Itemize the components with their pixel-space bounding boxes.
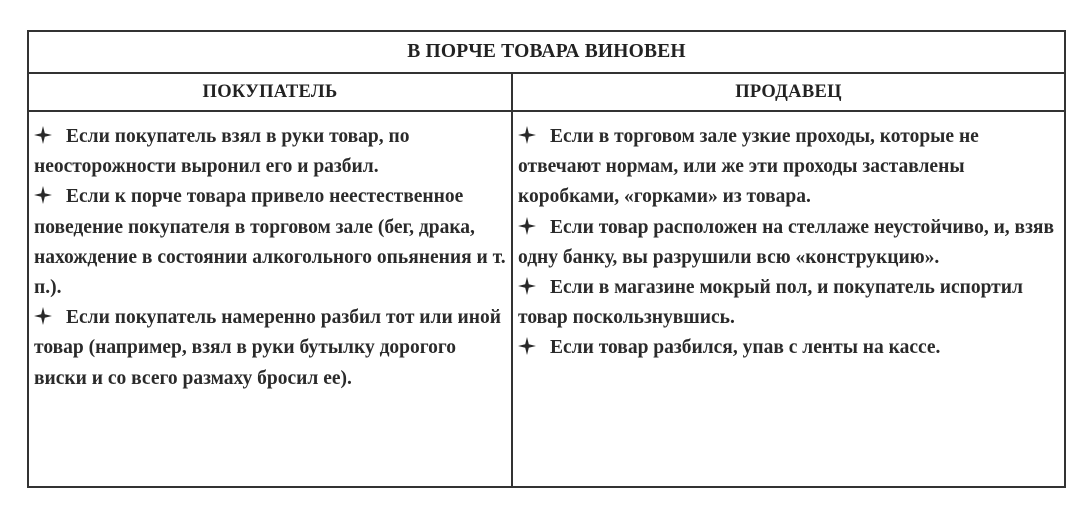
seller-case-text: Если в магазине мокрый пол, и покупатель испортил товар поскользнувшись. [518, 277, 1023, 329]
four-point-star-icon [34, 186, 52, 204]
four-point-star-icon [518, 337, 536, 355]
buyer-case-text: Если покупатель взял в руки товар, по неосторожности выронил его и разбил. [34, 126, 410, 178]
list-item [34, 122, 507, 182]
list-item [518, 273, 1060, 333]
seller-cases-cell [513, 112, 1064, 486]
seller-case-text: Если товар расположен на стеллаже неустойчиво, и, взяв одну банку, вы разрушили всю «конструкцию». [518, 216, 1055, 268]
seller-case-text: Если товар разбился, упав с ленты на кассе. [550, 337, 941, 359]
list-item [34, 303, 507, 394]
buyer-case-text: Если покупатель намеренно разбил тот или иной товар (например, взял в руки бутылку дорогого виски и со всего размаху бросил ее). [34, 307, 502, 389]
list-item [518, 213, 1060, 273]
column-header-seller: ПРОДАВЕЦ [513, 74, 1064, 112]
column-header-buyer: ПОКУПАТЕЛЬ [29, 74, 513, 112]
buyer-case-text: Если к порче товара привело неестественное поведение покупателя в торговом зале (бег, драка, нахождение в состоянии алкогольного опьянения и т. п.). [34, 186, 506, 299]
list-item [34, 182, 507, 303]
four-point-star-icon [34, 126, 52, 144]
four-point-star-icon [518, 217, 536, 235]
four-point-star-icon [518, 277, 536, 295]
seller-case-text: Если в торговом зале узкие проходы, которые не отвечают нормам, или же эти проходы заставлены коробками, «горками» из товара. [518, 126, 979, 208]
list-item [518, 122, 1060, 213]
responsibility-table [27, 30, 1066, 488]
buyer-cases-cell [29, 112, 513, 486]
four-point-star-icon [34, 307, 52, 325]
four-point-star-icon [518, 126, 536, 144]
list-item [518, 333, 1060, 363]
table-title: В ПОРЧЕ ТОВАРА ВИНОВЕН [29, 32, 1064, 74]
